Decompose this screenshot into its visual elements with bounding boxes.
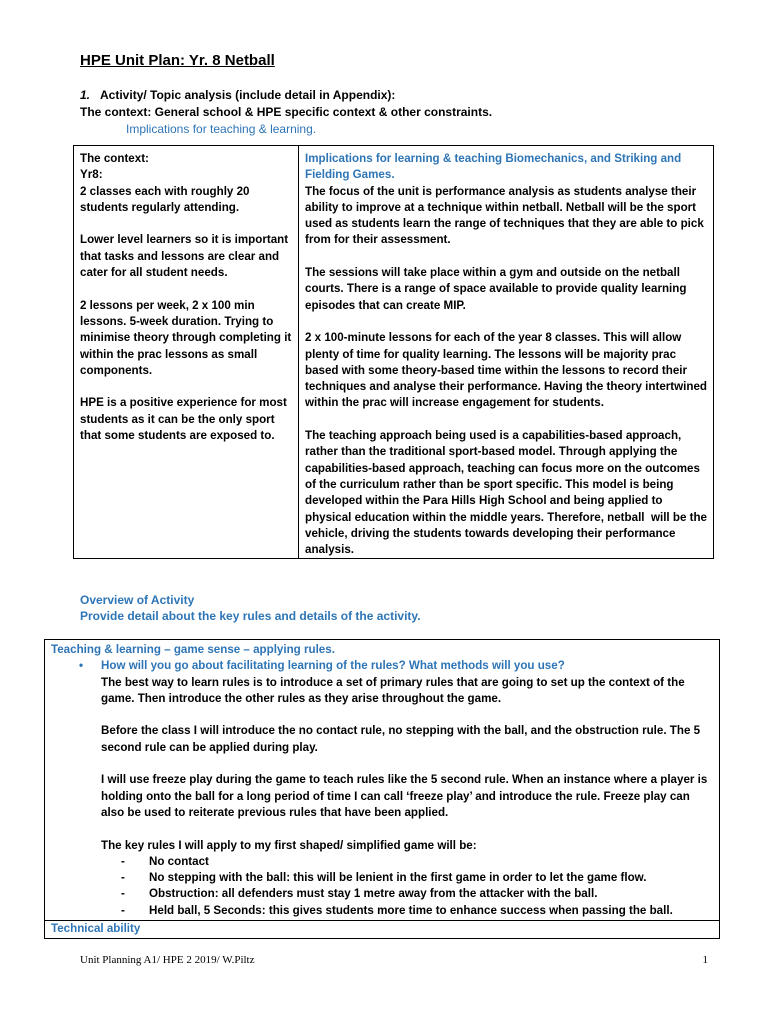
section-heading — [80, 88, 395, 102]
bullet-icon: • — [79, 659, 84, 673]
rules-body — [51, 675, 713, 919]
rules-question — [51, 658, 713, 674]
key-rules-list — [101, 854, 713, 919]
list-item — [101, 903, 713, 919]
rules-paragraph: Before the class I will introduce the no contact rule, no stepping with the ball, and the obstruction rule. The 5 second rule can be applied during play. — [101, 724, 701, 754]
rules-paragraph: The best way to learn rules is to introduce a set of primary rules that are going to set up the context of the game. Then introduce the other rules as they arise throughout the game. — [101, 675, 685, 705]
implications-cell — [299, 146, 713, 558]
list-item-text: Held ball, 5 Seconds: this gives students more time to enhance success when passing the ball. — [149, 903, 673, 917]
page-footer — [80, 954, 708, 966]
rules-paragraph: I will use freeze play during the game to teach rules like the 5 second rule. When an instance where a player is holding onto the ball for a long period of time I can call ‘freeze play’ and introduce the rule. Freeze play can also be used to reiterate previous rules that have been applied. — [101, 773, 708, 819]
rules-question-text: How will you go about facilitating learning of the rules? What methods will you use? — [101, 659, 565, 673]
list-item — [101, 870, 713, 886]
dash-icon: - — [121, 903, 125, 917]
overview-subtitle: Provide detail about the key rules and details of the activity. — [80, 609, 421, 623]
list-item — [101, 886, 713, 902]
list-item-text: No stepping with the ball: this will be lenient in the first game in order to let the game flow. — [149, 871, 647, 885]
section-heading-text: Activity/ Topic analysis (include detail in Appendix): — [100, 88, 396, 102]
context-table — [73, 145, 714, 559]
context-text: The context: Yr8: 2 classes each with roughly 20 students regularly attending. Lower level learners so it is important that tasks and lessons are clear and cater for all student needs. 2 lessons per week, 2 x 100 min lessons. 5-week duration. Trying to minimise theory through completing it within the prac lessons as small components. HPE is a positive experience for most students as it can be the only sport that some students are exposed to. — [80, 152, 292, 443]
rules-table — [44, 639, 720, 939]
implications-heading: Implications for teaching & learning. — [126, 122, 317, 136]
technical-ability-heading: Technical ability — [45, 920, 719, 936]
dash-icon: - — [121, 854, 125, 868]
rules-paragraph: The key rules I will apply to my first shaped/ simplified game will be: — [101, 838, 477, 852]
context-cell — [74, 146, 299, 558]
list-item-text: Obstruction: all defenders must stay 1 metre away from the attacker with the ball. — [149, 887, 598, 901]
dash-icon: - — [121, 887, 125, 901]
implications-cell-heading: Implications for learning & teaching Biomechanics, and Striking and Fielding Games. — [305, 152, 685, 182]
page-title: HPE Unit Plan: Yr. 8 Netball — [80, 52, 275, 69]
list-item — [101, 854, 713, 870]
list-item-text: No contact — [149, 854, 209, 868]
section-subheading: The context: General school & HPE specific context & other constraints. — [80, 105, 493, 119]
dash-icon: - — [121, 871, 125, 885]
section-number: 1. — [80, 88, 91, 102]
rules-heading: Teaching & learning – game sense – applying rules. — [51, 643, 335, 656]
footer-text: Unit Planning A1/ HPE 2 2019/ W.Piltz — [80, 954, 255, 966]
implications-text: The focus of the unit is performance analysis as students analyse their ability to improve at a technique within netball. Netball will be the sport used as students learn the range of techniques that they are able to pick from for their assessment. The sessions will take place within a gym and outside on the netball courts. There is a range of space available to provide quality learning episodes that can create MIP. 2 x 100-minute lessons for each of the year 8 classes. This will allow plenty of time for quality learning. The lessons will be majority prac based with some theory-based time within the lessons to record their techniques and analyse their performance. Having the theory intertwined within the prac will increase engagement for students. The teaching approach being used is a capabilities-based approach, rather than the traditional sport-based model. Through applying the capabilities-based approach, teaching can focus more on the outcomes of the curriculum rather than be sport specific. This model is being developed within the Para Hills High School and being applied to physical education within the middle years. Therefore, netball will be the vehicle, driving the students towards developing their performance analysis. — [305, 184, 708, 557]
overview-title: Overview of Activity — [80, 593, 195, 607]
page-number: 1 — [702, 954, 708, 966]
